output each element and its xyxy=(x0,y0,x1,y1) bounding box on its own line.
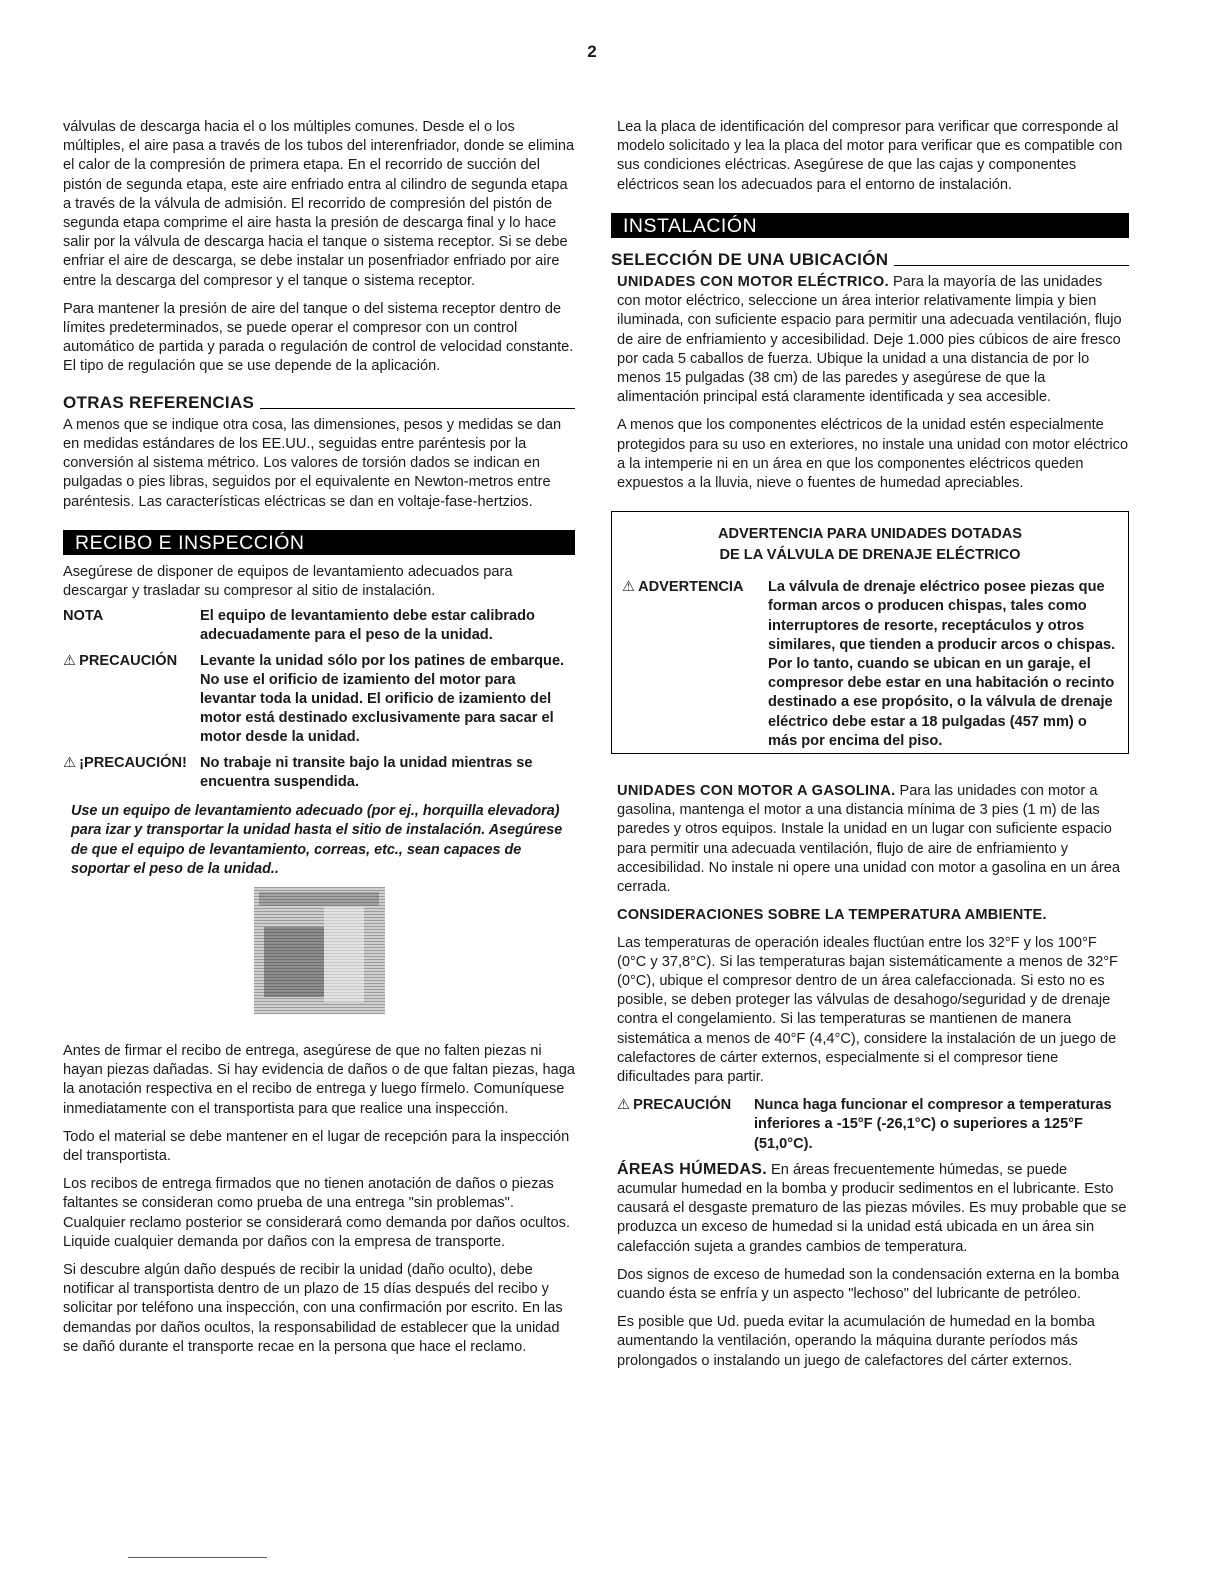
paragraph: Todo el material se debe mantener en el lugar de recepción para la inspección del transportista. xyxy=(63,1128,570,1164)
warning-title-line: DE LA VÁLVULA DE DRENAJE ELÉCTRICO xyxy=(719,547,1021,564)
warning-triangle-icon: ⚠ xyxy=(617,1097,631,1114)
warning-title-line: ADVERTENCIA PARA UNIDADES DOTADAS xyxy=(717,526,1023,543)
paragraph-motor-gasolina xyxy=(617,782,1129,897)
forklift-photo xyxy=(254,887,385,1014)
warning-triangle-icon: ⚠ xyxy=(63,652,77,669)
consideraciones-heading: CONSIDERACIONES SOBRE LA TEMPERATURA AMBIENTE. xyxy=(617,907,1047,924)
page-number: 2 xyxy=(587,42,597,61)
warning-box xyxy=(611,511,1129,754)
paragraph: Para mantener la presión de aire del tanque o del sistema receptor dentro de límites predeterminados, se puede operar el compresor con un control automático de partida y parada o regulación de control de velocidad constante. El tipo de regulación que se use depende de la aplicación. xyxy=(63,300,574,375)
nota-row xyxy=(63,607,575,645)
paragraph-text: Para la mayoría de las unidades con motor eléctrico, seleccione un área interior relativamente limpia y bien iluminada, con suficiente espacio para permitir una adecuada ventilación, flujo de aire de enfriamiento y accesibilidad. Deje 1.000 pies cúbicos de aire fresco por cada 5 caballos de fuerza. Ubique la unidad a una distancia de por lo menos 15 pulgadas (38 cm) de las paredes y asegúrese de que la alimentación principal está claramente identificada y sea accesible. xyxy=(617,274,1122,406)
warning-text: La válvula de drenaje eléctrico posee piezas que forman arcos o producen chispas, tales como interruptores de resorte, receptáculos y otros similares, que tienden a producir arcos o chispas. Por lo tanto, cuando se ubican en un garaje, el compresor debe estar en una habitación o recinto destinado a ese propósito, o la válvula de drenaje eléctrico debe estar a 18 pulgadas (457 mm) o más por encima del piso. xyxy=(768,579,1116,749)
seleccion-heading xyxy=(611,250,1129,269)
photo-shape xyxy=(264,927,324,997)
photo-shape xyxy=(324,907,364,1002)
paragraph: válvulas de descarga hacia el o los múltiples comunes. Desde el o los múltiples, el aire pasa a través de los tubos del interenfriador, donde se elimina el calor de la compresión de primera etapa. En el recorrido de succión del pistón de segunda etapa, este aire enfriado entra al cilindro de segunda etapa a través de la válvula de admisión. El recorrido de compresión del pistón de segunda etapa comprime el aire hasta la presión de descarga final y lo hace salir por la válvula de descarga hacia el tanque o sistema receptor. Si se debe enfriar el aire de descarga, se debe instalar un posenfriador enfriado por aire entre la descarga del compresor y el tanque o sistema receptor. xyxy=(63,119,575,289)
heading-text: OTRAS REFERENCIAS xyxy=(63,392,255,412)
precaucion-text: Nunca haga funcionar el compresor a temperaturas inferiores a -15°F (-26,1°C) o superiores a 125°F (51,0°C). xyxy=(754,1097,1112,1152)
footer-link-line xyxy=(128,1557,267,1558)
section-title: INSTALACIÓN xyxy=(623,214,758,237)
section-bar-recibo xyxy=(63,530,575,555)
section-title: RECIBO E INSPECCIÓN xyxy=(75,531,305,554)
paragraph: Dos signos de exceso de humedad son la condensación externa en la bomba cuando ésta se enfría y un aspecto "lechoso" del lubricante de petróleo. xyxy=(617,1266,1120,1302)
paragraph: Es posible que Ud. pueda evitar la acumulación de humedad en la bomba aumentando la ventilación, operando la máquina durante períodos más prolongados o instalando un juego de calefactores del cárter externos. xyxy=(617,1314,1095,1369)
paragraph-text: Para las unidades con motor a gasolina, mantenga el motor a una distancia mínima de 3 pies (1 m) de las paredes y otros equipos. Instale la unidad en un lugar con suficiente espacio para permitir una adecuada ventilación, flujo de aire de enfriamiento y accesibilidad. No instale ni opere una unidad con motor a gasolina en un área cerrada. xyxy=(617,783,1121,896)
warning-triangle-icon: ⚠ xyxy=(622,579,636,596)
warning-label: ADVERTENCIA xyxy=(638,579,744,596)
left-column xyxy=(63,118,575,1366)
otras-referencias-heading xyxy=(63,393,575,412)
paragraph: Antes de firmar el recibo de entrega, asegúrese de que no falten piezas ni hayan piezas dañadas. Si hay evidencia de daños o de que faltan piezas, haga la anotación respectiva en el recibo de entrega y luego fírmelo. Comuníquese inmediatamente con el transportista para que realice una inspección. xyxy=(63,1042,575,1117)
photo-shape xyxy=(259,892,379,906)
warning-title xyxy=(622,524,1118,566)
section-bar-instalacion xyxy=(611,213,1129,238)
warning-triangle-icon: ⚠ xyxy=(63,754,77,771)
inline-heading: UNIDADES CON MOTOR A GASOLINA. xyxy=(617,783,896,800)
paragraph: Los recibos de entrega firmados que no tienen anotación de daños o piezas faltantes se consideran como prueba de una entrega "sin problemas". Cualquier reclamo posterior se considerará como demanda por daños ocultos. Liquide cualquier demanda por daños con la empresa de transporte. xyxy=(63,1176,570,1250)
inline-heading: UNIDADES CON MOTOR ELÉCTRICO. xyxy=(617,274,889,291)
precaucion-label: PRECAUCIÓN xyxy=(633,1097,732,1114)
warning-label-wrap xyxy=(622,578,768,751)
paragraph-motor-electrico xyxy=(617,273,1129,407)
precaucion-label: ¡PRECAUCIÓN! xyxy=(79,754,187,771)
precaucion-row xyxy=(63,652,575,748)
precaucion-label-wrap xyxy=(63,754,200,792)
paragraph: Asegúrese de disponer de equipos de levantamiento adecuados para descargar y trasladar su compresor al sitio de instalación. xyxy=(63,563,513,600)
heading-rule xyxy=(894,265,1129,266)
inline-heading: ÁREAS HÚMEDAS. xyxy=(617,1160,767,1178)
precaucion-text: Levante la unidad sólo por los patines de embarque. No use el orificio de izamiento del motor para levantar toda la unidad. El orificio de izamiento del motor está destinado exclusivamente para sacar el motor desde la unidad. xyxy=(200,652,565,746)
paragraph-text: En áreas frecuentemente húmedas, se puede acumular humedad en la bomba y producir sedimentos en el lubricante. Esto causará el desgaste prematuro de las piezas móviles. Es muy probable que se produzca un exceso de humedad si la unidad está ubicada en un área sin calefacción sujeta a grandes cambios de temperatura. xyxy=(617,1161,1127,1255)
right-column xyxy=(611,118,1129,1380)
paragraph: A menos que los componentes eléctricos de la unidad estén especialmente protegidos para su uso en exteriores, no instale una unidad con motor eléctrico a la intemperie ni en un área en que los componentes eléctricos queden expuestos a la lluvia, nieve o fuentes de humedad apreciables. xyxy=(617,417,1129,492)
warning-row xyxy=(622,578,1118,751)
heading-rule xyxy=(260,408,575,409)
precaucion-label-wrap xyxy=(63,652,200,748)
paragraph: Si descubre algún daño después de recibir la unidad (daño oculto), debe notificar al transportista dentro de un plazo de 15 días después del recibo y solicitar por teléfono una inspección, con una confirmación por escrito. En las demandas por daños ocultos, la responsabilidad de establecer que la unidad se dañó durante el transporte recae en la persona que hace el reclamo. xyxy=(63,1261,563,1355)
paragraph: Las temperaturas de operación ideales fluctúan entre los 32°F y los 100°F (0°C y 37,8°C). Si las temperaturas bajan sistemáticamente a menos de 32°F (0°C), ubique el compresor dentro de un área calefaccionada. Si esto no es posible, se deben proteger las válvulas de desahogo/seguridad y de drenaje contra el congelamiento. Si las temperaturas se mantienen de manera sistemática a menos de 40°F (4,4°C), considere la instalación de un juego de calefactores de cárter externos, especialmente si el compresor tiene dificultades para partir. xyxy=(617,934,1118,1085)
nota-label: NOTA xyxy=(63,608,104,625)
paragraph: A menos que se indique otra cosa, las dimensiones, pesos y medidas se dan en medidas estándares de los EE.UU., seguidas entre paréntesis por la conversión al sistema métrico. Los valores de torsión dados se indican en pulgadas o pies libras, seguidos por el equivalente en Newton-metros entre paréntesis. Las características eléctricas se dan en voltaje-fase-hertzios. xyxy=(63,416,562,510)
heading-text: SELECCIÓN DE UNA UBICACIÓN xyxy=(611,249,889,269)
precaucion-label-wrap xyxy=(617,1096,754,1154)
italic-note: Use un equipo de levantamiento adecuado (por ej., horquilla elevadora) para izar y transportar la unidad hasta el sitio de instalación. Asegúrese de que el equipo de levantamiento, correas, etc., sean capaces de soportar el peso de la unidad.. xyxy=(71,803,563,877)
precaucion-text: No trabaje ni transite bajo la unidad mientras se encuentra suspendida. xyxy=(200,754,533,790)
precaucion-row xyxy=(617,1096,1129,1154)
precaucion-row xyxy=(63,754,575,792)
precaucion-label: PRECAUCIÓN xyxy=(79,652,178,669)
paragraph: Lea la placa de identificación del compresor para verificar que corresponde al modelo solicitado y lea la placa del motor para verificar que es compatible con sus condiciones eléctricas. Asegúrese de que las cajas y componentes eléctricos sean los adecuados para el entorno de instalación. xyxy=(617,119,1123,193)
paragraph-areas-humedas xyxy=(617,1160,1129,1257)
nota-text: El equipo de levantamiento debe estar calibrado adecuadamente para el peso de la unidad. xyxy=(200,608,535,644)
